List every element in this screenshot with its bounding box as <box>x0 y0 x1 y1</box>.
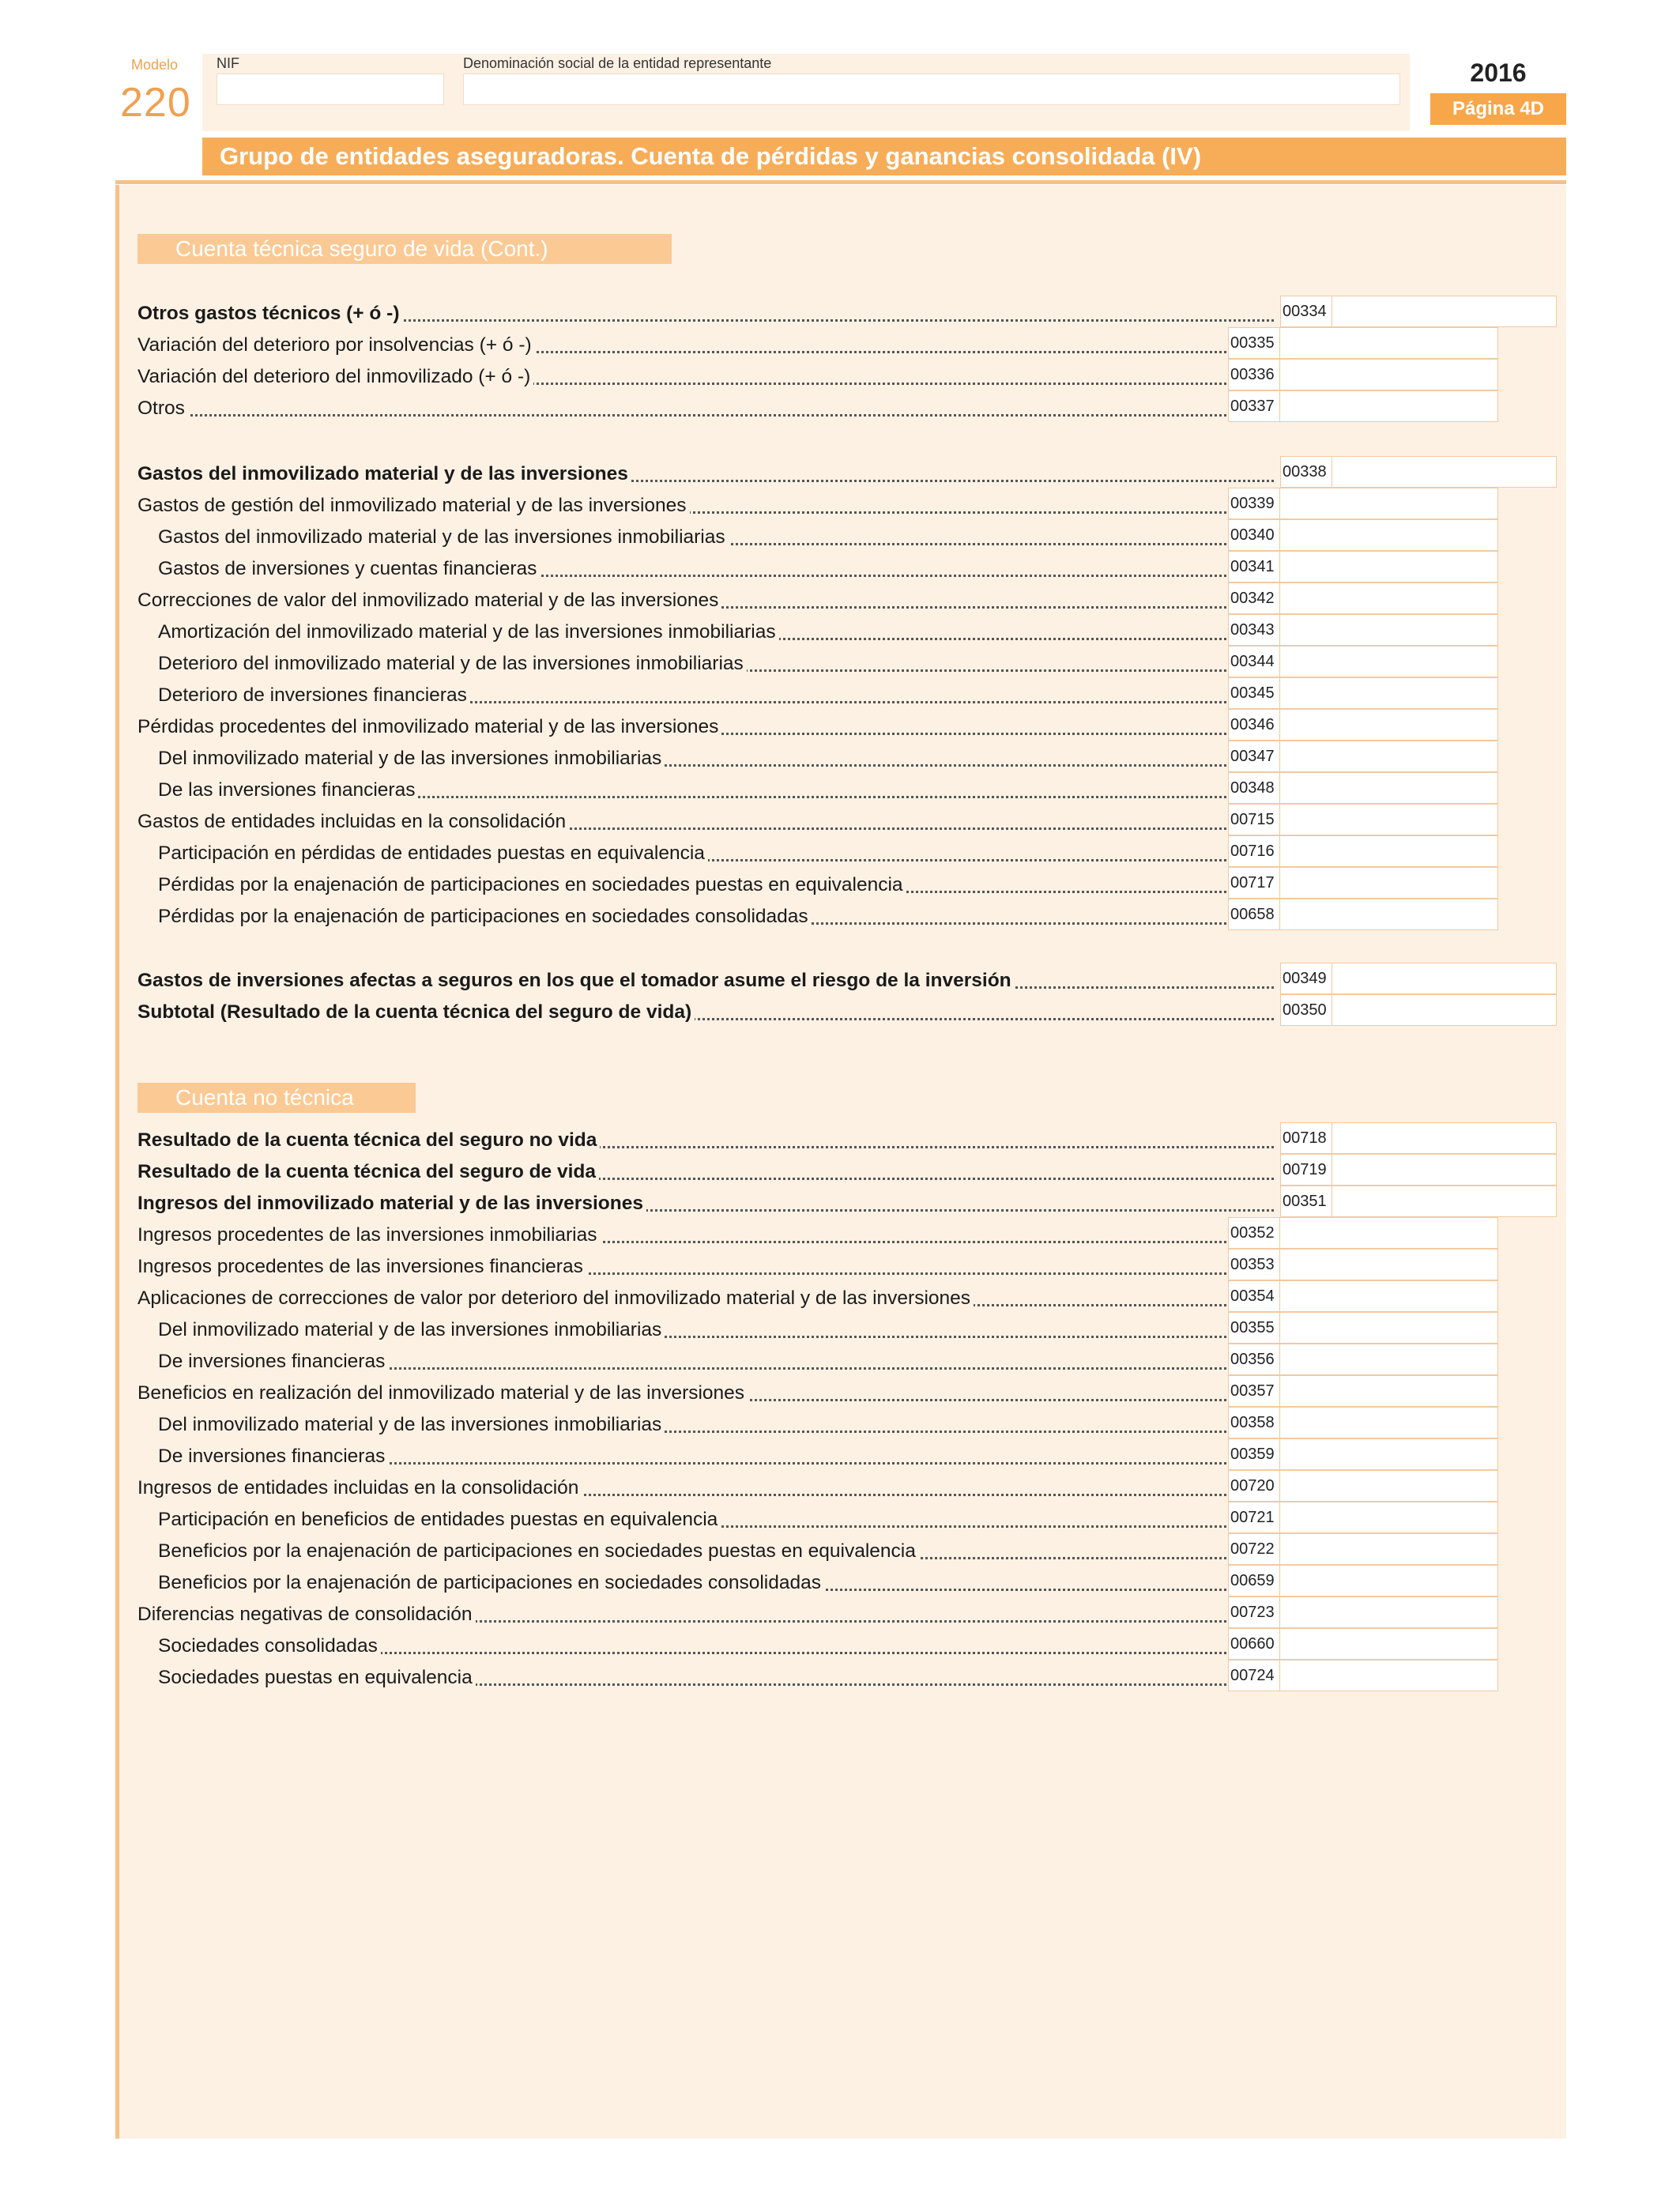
field-code: 00715 <box>1228 804 1280 835</box>
amount-field[interactable] <box>1280 899 1498 930</box>
denominacion-field[interactable] <box>463 74 1400 105</box>
amount-field[interactable] <box>1280 1470 1498 1502</box>
amount-field[interactable] <box>1280 835 1498 867</box>
row-label <box>158 873 1226 897</box>
field-code: 00346 <box>1228 709 1280 741</box>
field-code: 00334 <box>1280 296 1332 327</box>
row-label-text: Resultado de la cuenta técnica del seguro de vida <box>137 1161 599 1182</box>
form-row <box>137 804 1498 835</box>
amount-field[interactable] <box>1280 1217 1498 1249</box>
row-label-text: Deterioro de inversiones financieras <box>158 684 470 706</box>
field-code: 00351 <box>1280 1186 1332 1217</box>
row-label-text: Diferencias negativas de consolidación <box>137 1604 476 1625</box>
year-label: 2016 <box>1470 58 1527 87</box>
form-row <box>137 390 1498 422</box>
row-label-text: Gastos del inmovilizado material y de las inversiones inmobiliarias <box>158 526 729 548</box>
amount-field[interactable] <box>1280 551 1498 582</box>
amount-field[interactable] <box>1280 646 1498 677</box>
nif-label: NIF <box>217 55 239 71</box>
row-label <box>158 1318 1226 1342</box>
amount-field[interactable] <box>1280 1249 1498 1280</box>
row-label-text: Gastos del inmovilizado material y de las inversiones <box>137 463 631 484</box>
page-title: Grupo de entidades aseguradoras. Cuenta de pérdidas y ganancias consolidada (IV) <box>202 138 1566 175</box>
form-row <box>137 488 1498 519</box>
row-label-text: Ingresos de entidades incluidas en la consolidación <box>137 1477 582 1498</box>
row-label <box>158 842 1226 865</box>
amount-field[interactable] <box>1280 1407 1498 1438</box>
denominacion-label: Denominación social de la entidad representante <box>463 55 772 71</box>
form-row <box>158 646 1498 677</box>
form-row <box>137 1249 1498 1280</box>
row-label-text: Otros <box>137 398 188 419</box>
row-label <box>158 1508 1226 1532</box>
row-label-text: Gastos de gestión del inmovilizado material y de las inversiones <box>137 495 690 516</box>
field-code: 00716 <box>1228 835 1280 867</box>
amount-field[interactable] <box>1280 867 1498 899</box>
amount-field[interactable] <box>1332 1122 1557 1154</box>
row-label <box>137 494 1226 518</box>
form-row <box>137 1154 1557 1186</box>
row-label <box>137 1603 1226 1627</box>
form-row <box>158 1344 1498 1375</box>
row-label-text: Beneficios por la enajenación de participaciones en sociedades puestas en equivalencia <box>158 1540 919 1562</box>
amount-field[interactable] <box>1332 456 1557 488</box>
amount-field[interactable] <box>1280 1438 1498 1470</box>
row-label-text: Del inmovilizado material y de las inversiones inmobiliarias <box>158 1319 665 1340</box>
row-label-text: Gastos de inversiones afectas a seguros en los que el tomador asume el riesgo de la inversión <box>137 970 1015 991</box>
row-label-text: Gastos de inversiones y cuentas financieras <box>158 558 540 579</box>
field-code: 00348 <box>1228 772 1280 804</box>
row-label-text: Variación del deterioro por insolvencias (+ ó -) <box>137 334 535 356</box>
amount-field[interactable] <box>1280 677 1498 709</box>
amount-field[interactable] <box>1280 741 1498 772</box>
row-label-text: Participación en beneficios de entidades puestas en equivalencia <box>158 1509 721 1530</box>
row-label-text: Ingresos del inmovilizado material y de las inversiones <box>137 1193 646 1214</box>
field-code: 00343 <box>1228 614 1280 646</box>
amount-field[interactable] <box>1280 1596 1498 1628</box>
modelo-label: Modelo <box>131 57 179 73</box>
field-code: 00353 <box>1228 1249 1280 1280</box>
form-row <box>137 1375 1498 1407</box>
row-label-text: Variación del deterioro del inmovilizado (+ ó -) <box>137 366 533 387</box>
field-code: 00720 <box>1228 1470 1280 1502</box>
row-label <box>137 1255 1226 1279</box>
field-code: 00356 <box>1228 1344 1280 1375</box>
row-label <box>137 1287 1226 1310</box>
form-row <box>137 709 1498 741</box>
row-label <box>158 1350 1226 1374</box>
field-code: 00721 <box>1228 1502 1280 1533</box>
amount-field[interactable] <box>1332 963 1557 994</box>
field-code: 00344 <box>1228 646 1280 677</box>
form-row <box>158 1407 1498 1438</box>
form-row <box>137 456 1557 488</box>
row-label <box>137 1129 1274 1152</box>
amount-field[interactable] <box>1332 296 1557 327</box>
amount-field[interactable] <box>1280 582 1498 614</box>
amount-field[interactable] <box>1280 1280 1498 1312</box>
row-label <box>137 1192 1274 1216</box>
amount-field[interactable] <box>1280 1628 1498 1660</box>
field-code: 00722 <box>1228 1533 1280 1565</box>
amount-field[interactable] <box>1280 1502 1498 1533</box>
row-label-text: Amortización del inmovilizado material y de las inversiones inmobiliarias <box>158 621 779 643</box>
field-code: 00337 <box>1228 390 1280 422</box>
row-label-text: De las inversiones financieras <box>158 779 418 801</box>
form-row <box>158 1628 1498 1660</box>
row-label <box>137 1476 1226 1500</box>
field-code: 00718 <box>1280 1122 1332 1154</box>
row-label-text: Deterioro del inmovilizado material y de las inversiones inmobiliarias <box>158 653 747 674</box>
row-label-text: Correcciones de valor del inmovilizado material y de las inversiones <box>137 590 721 611</box>
row-label-text: Otros gastos técnicos (+ ó -) <box>137 303 403 324</box>
field-code: 00340 <box>1228 519 1280 551</box>
field-code: 00350 <box>1280 994 1332 1026</box>
row-label <box>158 526 1226 549</box>
amount-field[interactable] <box>1280 804 1498 835</box>
row-label <box>158 1666 1226 1690</box>
form-row <box>137 327 1498 359</box>
form-row <box>158 551 1498 582</box>
field-code: 00359 <box>1228 1438 1280 1470</box>
row-label <box>158 557 1226 581</box>
form-row <box>137 1217 1498 1249</box>
form-row <box>158 867 1498 899</box>
amount-field[interactable] <box>1332 994 1557 1026</box>
form-row <box>158 1533 1498 1565</box>
row-label-text: De inversiones financieras <box>158 1351 388 1372</box>
row-label-text: Sociedades puestas en equivalencia <box>158 1667 476 1688</box>
field-code: 00335 <box>1228 327 1280 359</box>
amount-field[interactable] <box>1280 614 1498 646</box>
amount-field[interactable] <box>1280 1312 1498 1344</box>
field-code: 00339 <box>1228 488 1280 519</box>
row-label <box>137 589 1226 613</box>
nif-field[interactable] <box>217 74 444 105</box>
form-row <box>137 1122 1557 1154</box>
row-label <box>137 715 1226 739</box>
form-row <box>158 1502 1498 1533</box>
row-label-text: Beneficios por la enajenación de participaciones en sociedades consolidadas <box>158 1572 824 1593</box>
section-header-no-tecnica: Cuenta no técnica <box>137 1083 416 1113</box>
row-label <box>137 969 1274 993</box>
amount-field[interactable] <box>1280 390 1498 422</box>
row-label-text: Gastos de entidades incluidas en la consolidación <box>137 811 569 832</box>
amount-field[interactable] <box>1280 1344 1498 1375</box>
row-label <box>158 1413 1226 1437</box>
field-code: 00336 <box>1228 359 1280 390</box>
row-label <box>158 747 1226 771</box>
form-row <box>158 519 1498 551</box>
row-label <box>158 1634 1226 1658</box>
amount-field[interactable] <box>1280 359 1498 390</box>
row-label-text: Aplicaciones de correcciones de valor por deterioro del inmovilizado material y de las inversiones <box>137 1287 974 1309</box>
form-row <box>158 1312 1498 1344</box>
row-label <box>137 1382 1226 1405</box>
field-code: 00355 <box>1228 1312 1280 1344</box>
field-code: 00345 <box>1228 677 1280 709</box>
row-label-text: Del inmovilizado material y de las inversiones inmobiliarias <box>158 1414 665 1435</box>
form-row <box>137 963 1557 994</box>
amount-field[interactable] <box>1280 1533 1498 1565</box>
form-row <box>137 1470 1498 1502</box>
row-label <box>137 1223 1226 1247</box>
form-row <box>158 899 1498 930</box>
field-code: 00717 <box>1228 867 1280 899</box>
row-label <box>137 810 1226 834</box>
field-code: 00358 <box>1228 1407 1280 1438</box>
row-label <box>137 462 1274 486</box>
section-header-vida: Cuenta técnica seguro de vida (Cont.) <box>137 234 672 264</box>
amount-field[interactable] <box>1280 327 1498 359</box>
row-label-text: Subtotal (Resultado de la cuenta técnica del seguro de vida) <box>137 1001 695 1023</box>
row-label-text: Resultado de la cuenta técnica del seguro no vida <box>137 1129 600 1151</box>
form-row <box>158 677 1498 709</box>
amount-field[interactable] <box>1280 1375 1498 1407</box>
amount-field[interactable] <box>1280 1660 1498 1691</box>
field-code: 00352 <box>1228 1217 1280 1249</box>
form-row <box>158 835 1498 867</box>
row-label-text: Participación en pérdidas de entidades puestas en equivalencia <box>158 843 708 864</box>
field-code: 00659 <box>1228 1565 1280 1596</box>
amount-field[interactable] <box>1332 1186 1557 1217</box>
row-label-text: Beneficios en realización del inmovilizado material y de las inversiones <box>137 1382 748 1404</box>
row-label-text: Pérdidas por la enajenación de participaciones en sociedades puestas en equivalencia <box>158 874 906 895</box>
field-code: 00342 <box>1228 582 1280 614</box>
row-label <box>158 778 1226 802</box>
amount-field[interactable] <box>1332 1154 1557 1186</box>
field-code: 00341 <box>1228 551 1280 582</box>
row-label <box>158 1445 1226 1468</box>
form-row <box>158 1565 1498 1596</box>
form-row <box>158 772 1498 804</box>
row-label <box>137 1160 1274 1184</box>
title-divider <box>115 180 1566 184</box>
row-label-text: Del inmovilizado material y de las inversiones inmobiliarias <box>158 748 665 769</box>
row-label <box>158 1571 1226 1595</box>
amount-field[interactable] <box>1280 772 1498 804</box>
field-code: 00357 <box>1228 1375 1280 1407</box>
row-label <box>158 620 1226 644</box>
form-row <box>137 1186 1557 1217</box>
field-code: 00354 <box>1228 1280 1280 1312</box>
row-label <box>137 1001 1274 1024</box>
form-row <box>158 1660 1498 1691</box>
row-label <box>137 365 1226 389</box>
form-row <box>137 296 1557 327</box>
form-row <box>137 1280 1498 1312</box>
field-code: 00347 <box>1228 741 1280 772</box>
form-row <box>137 359 1498 390</box>
form-row <box>137 994 1557 1026</box>
form-row <box>137 1596 1498 1628</box>
row-label <box>158 684 1226 707</box>
field-code: 00724 <box>1228 1660 1280 1691</box>
row-label-text: Sociedades consolidadas <box>158 1635 381 1657</box>
field-code: 00723 <box>1228 1596 1280 1628</box>
row-label <box>158 652 1226 676</box>
amount-field[interactable] <box>1280 1565 1498 1596</box>
row-label <box>137 302 1274 326</box>
amount-field[interactable] <box>1280 519 1498 551</box>
field-code: 00338 <box>1280 456 1332 488</box>
row-label <box>158 905 1226 929</box>
form-row <box>137 582 1498 614</box>
row-label-text: De inversiones financieras <box>158 1446 388 1467</box>
row-label <box>137 397 1226 420</box>
form-row <box>158 1438 1498 1470</box>
page-badge: Página 4D <box>1430 93 1566 125</box>
amount-field[interactable] <box>1280 488 1498 519</box>
field-code: 00349 <box>1280 963 1332 994</box>
row-label-text: Ingresos procedentes de las inversiones inmobiliarias <box>137 1224 601 1246</box>
dot-leader <box>137 414 1226 417</box>
row-label-text: Pérdidas procedentes del inmovilizado material y de las inversiones <box>137 716 721 737</box>
row-label-text: Pérdidas por la enajenación de participaciones en sociedades consolidadas <box>158 906 812 927</box>
modelo-number: 220 <box>120 80 191 126</box>
row-label-text: Ingresos procedentes de las inversiones financieras <box>137 1256 586 1277</box>
field-code: 00660 <box>1228 1628 1280 1660</box>
form-row <box>158 614 1498 646</box>
row-label <box>158 1540 1226 1563</box>
form-row <box>158 741 1498 772</box>
field-code: 00719 <box>1280 1154 1332 1186</box>
row-label <box>137 334 1226 357</box>
field-code: 00658 <box>1228 899 1280 930</box>
amount-field[interactable] <box>1280 709 1498 741</box>
